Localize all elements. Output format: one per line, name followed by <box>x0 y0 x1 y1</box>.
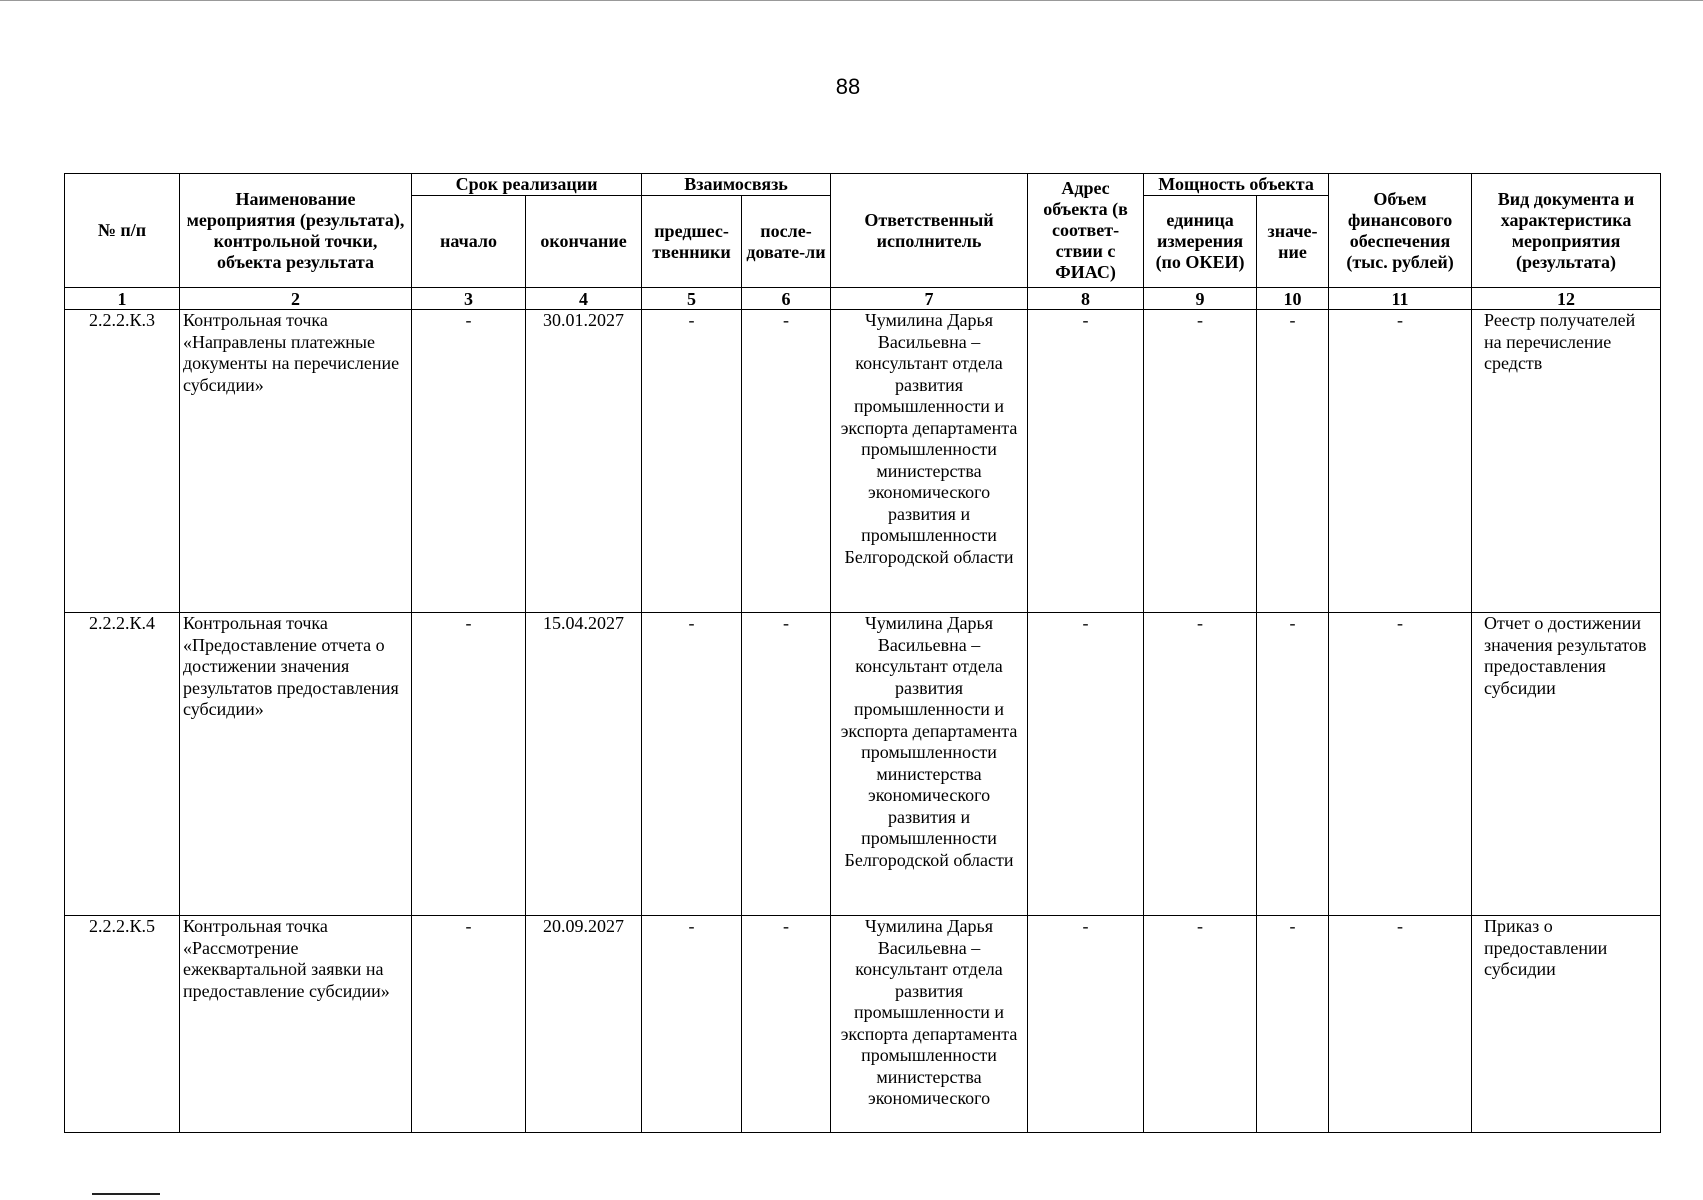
header-finance: Объем финансового обеспечения (тыс. рублей) <box>1329 174 1472 288</box>
column-number: 7 <box>831 288 1028 310</box>
column-number: 11 <box>1329 288 1472 310</box>
row-address: - <box>1028 613 1144 916</box>
row-doc: Реестр получателей на перечисление средств <box>1472 310 1661 613</box>
row-unit: - <box>1144 310 1257 613</box>
row-value: - <box>1257 310 1329 613</box>
row-name: Контрольная точка «Направлены платежные документы на перечисление субсидии» <box>180 310 412 613</box>
row-doc: Отчет о достижении значения результатов предоставления субсидии <box>1472 613 1661 916</box>
header-num: № п/п <box>65 174 180 288</box>
row-successors: - <box>742 916 831 1133</box>
row-number: 2.2.2.К.3 <box>65 310 180 613</box>
row-name: Контрольная точка «Рассмотрение ежеквартальной заявки на предоставление субсидии» <box>180 916 412 1133</box>
row-predecessors: - <box>642 310 742 613</box>
header-doc-type: Вид документа и характеристика мероприятия (результата) <box>1472 174 1661 288</box>
row-predecessors: - <box>642 613 742 916</box>
row-successors: - <box>742 613 831 916</box>
header-term: Срок реализации <box>412 174 642 196</box>
header-responsible: Ответственный исполнитель <box>831 174 1028 288</box>
scan-top-edge <box>0 0 1703 1</box>
header-term-start: начало <box>412 196 526 288</box>
table-row <box>65 613 1661 916</box>
row-responsible: Чумилина Дарья Васильевна – консультант отдела развития промышленности и экспорта департамента промышленности министерства экономического развития и промышленности Белгородской области <box>831 310 1028 613</box>
row-start: - <box>412 310 526 613</box>
header-row-1 <box>65 174 1661 196</box>
row-number: 2.2.2.К.5 <box>65 916 180 1133</box>
column-number: 10 <box>1257 288 1329 310</box>
header-link-pred: предшес-твенники <box>642 196 742 288</box>
row-unit: - <box>1144 916 1257 1133</box>
column-number: 12 <box>1472 288 1661 310</box>
header-address: Адрес объекта (в соответ-ствии с ФИАС) <box>1028 174 1144 288</box>
column-number: 5 <box>642 288 742 310</box>
header-link-succ: после-довате-ли <box>742 196 831 288</box>
header-term-end: окончание <box>526 196 642 288</box>
column-numbers-row <box>65 288 1661 310</box>
row-start: - <box>412 916 526 1133</box>
row-end: 20.09.2027 <box>526 916 642 1133</box>
row-address: - <box>1028 916 1144 1133</box>
column-number: 9 <box>1144 288 1257 310</box>
row-start: - <box>412 613 526 916</box>
header-capacity-unit: единица измерения (по ОКЕИ) <box>1144 196 1257 288</box>
column-number: 1 <box>65 288 180 310</box>
row-name: Контрольная точка «Предоставление отчета о достижении значения результатов предоставления субсидии» <box>180 613 412 916</box>
row-predecessors: - <box>642 916 742 1133</box>
row-successors: - <box>742 310 831 613</box>
table-row <box>65 310 1661 613</box>
row-responsible: Чумилина Дарья Васильевна – консультант отдела развития промышленности и экспорта департамента промышленности министерства экономического развития и промышленности Белгородской области <box>831 613 1028 916</box>
page-number: 88 <box>835 74 861 99</box>
header-name: Наименование мероприятия (результата), контрольной точки, объекта результата <box>180 174 412 288</box>
row-finance: - <box>1329 310 1472 613</box>
row-end: 15.04.2027 <box>526 613 642 916</box>
header-capacity: Мощность объекта <box>1144 174 1329 196</box>
header-link: Взаимосвязь <box>642 174 831 196</box>
column-number: 3 <box>412 288 526 310</box>
header-capacity-value: значе-ние <box>1257 196 1329 288</box>
row-doc: Приказ о предоставлении субсидии <box>1472 916 1661 1133</box>
row-finance: - <box>1329 916 1472 1133</box>
column-number: 2 <box>180 288 412 310</box>
table-row <box>65 916 1661 1133</box>
row-responsible: Чумилина Дарья Васильевна – консультант отдела развития промышленности и экспорта департамента промышленности министерства экономического <box>831 916 1028 1133</box>
plan-table <box>64 173 1661 1133</box>
row-finance: - <box>1329 613 1472 916</box>
column-number: 6 <box>742 288 831 310</box>
row-value: - <box>1257 916 1329 1133</box>
row-number: 2.2.2.К.4 <box>65 613 180 916</box>
column-number: 8 <box>1028 288 1144 310</box>
column-number: 4 <box>526 288 642 310</box>
row-end: 30.01.2027 <box>526 310 642 613</box>
scan-bottom-mark <box>92 1193 160 1195</box>
row-unit: - <box>1144 613 1257 916</box>
row-value: - <box>1257 613 1329 916</box>
row-address: - <box>1028 310 1144 613</box>
